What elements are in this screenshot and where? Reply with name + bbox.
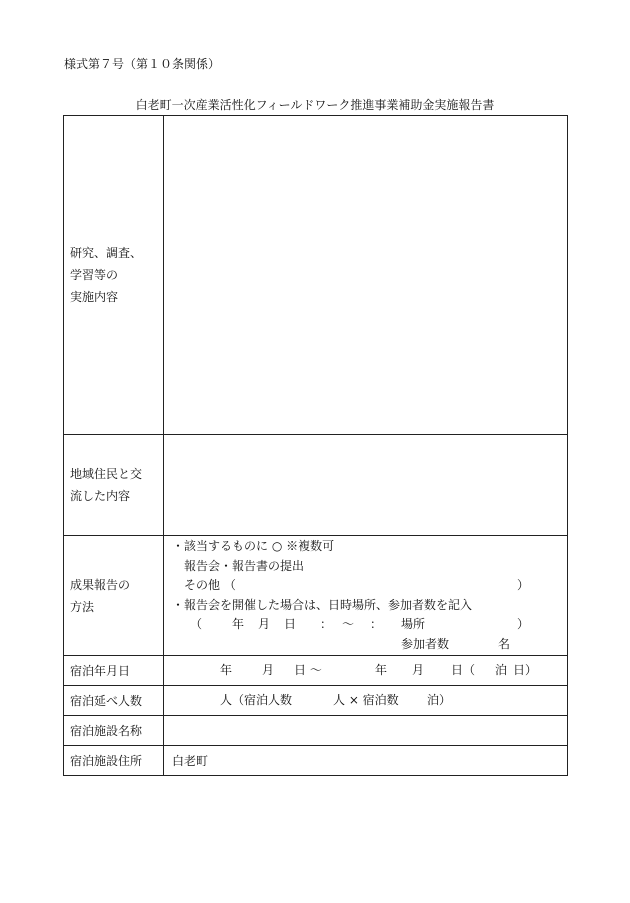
row-research-content xyxy=(64,116,568,435)
row-total-stay-persons xyxy=(64,686,568,716)
field-results-report[interactable] xyxy=(164,536,568,656)
row-community-exchange xyxy=(64,435,568,536)
field-facility-name[interactable] xyxy=(164,716,568,746)
report-table xyxy=(63,115,568,776)
row-facility-name xyxy=(64,716,568,746)
label-total-stay-persons: 宿泊延べ人数 xyxy=(64,686,164,716)
row-results-report xyxy=(64,536,568,656)
option-report-meeting[interactable]: 報告会・報告書の提出 xyxy=(184,558,305,573)
document-title: 白老町一次産業活性化フィールドワーク推進事業補助金実施報告書 xyxy=(135,98,495,112)
meeting-participants[interactable]: 参加者数 名 xyxy=(401,636,511,651)
label-results-report: 成果報告の 方法 xyxy=(64,536,164,656)
field-research-content[interactable] xyxy=(164,116,568,435)
label-facility-address: 宿泊施設住所 xyxy=(64,746,164,776)
field-facility-address[interactable]: 白老町 xyxy=(164,746,568,776)
row-stay-dates xyxy=(64,656,568,686)
label-research-content: 研究、調査、 学習等の 実施内容 xyxy=(64,116,164,435)
option-other[interactable]: その他 （ ） xyxy=(184,578,530,592)
field-stay-dates[interactable]: 年 月 日 〜 年 月 日（ 泊 日） xyxy=(164,656,568,686)
meeting-datetime-place[interactable]: （ 年 月 日 ： 〜 ： 場所 ） xyxy=(190,617,530,631)
label-community-exchange: 地域住民と交 流した内容 xyxy=(64,435,164,536)
results-instruction: ・該当するものに ○ ※複数可 xyxy=(172,539,335,553)
meeting-instruction: ・報告会を開催した場合は、日時場所、参加者数を記入 xyxy=(172,597,473,612)
row-facility-address xyxy=(64,746,568,776)
field-total-stay-persons[interactable]: 人（宿泊人数 人 × 宿泊数 泊） xyxy=(164,686,568,716)
label-facility-name: 宿泊施設名称 xyxy=(64,716,164,746)
field-community-exchange[interactable] xyxy=(164,435,568,536)
label-stay-dates: 宿泊年月日 xyxy=(64,656,164,686)
form-number: 様式第７号（第１０条関係） xyxy=(64,57,221,71)
